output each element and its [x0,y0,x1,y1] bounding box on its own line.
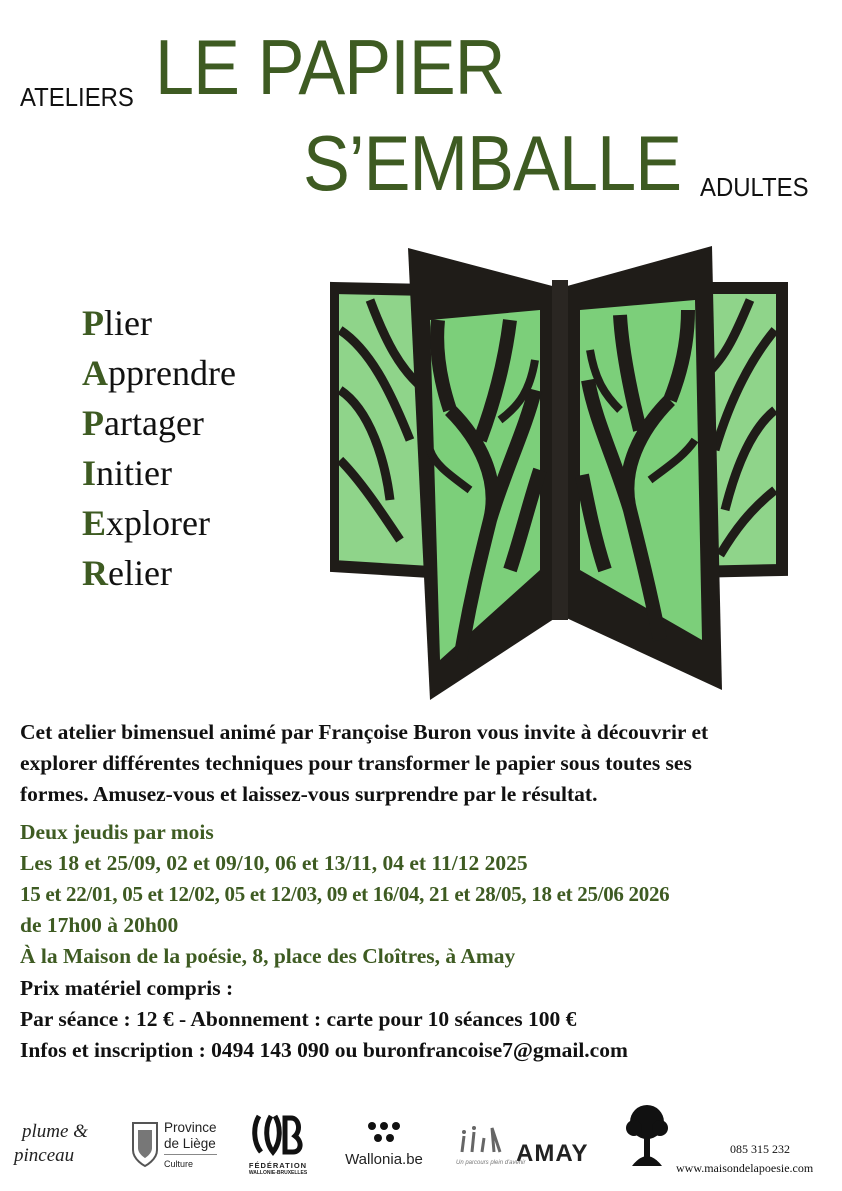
paper-lantern-photo [330,240,790,700]
amay-tagline: Un parcours plein d'avenir [456,1160,526,1166]
fwb-logo [246,1112,310,1176]
wallonia-dots-icon [364,1120,404,1146]
website-link[interactable]: www.maisondelapoesie.com [676,1161,814,1175]
plume-logo-line1: plume & [22,1121,88,1142]
schedule-dates-2025: Les 18 et 25/09, 02 et 09/10, 06 et 13/11, 04 et 11/12 2025 [20,851,528,875]
province-line2: de Liège [164,1136,216,1151]
description-line: explorer différentes techniques pour transformer le papier sous toutes ses [20,751,692,775]
acrostic-item: Apprendre [82,353,236,393]
schedule-hours: de 17h00 à 20h00 [20,913,179,937]
acrostic-item: Relier [82,553,172,593]
schedule-dates-2026: 15 et 22/01, 05 et 12/02, 05 et 12/03, 09 et 16/04, 21 et 28/05, 18 et 25/06 2026 [20,882,670,906]
province-crest-icon [130,1120,160,1168]
acrostic-item: Plier [82,303,152,343]
fwb-emblem-icon [251,1112,305,1156]
phone-number: 085 315 232 [730,1142,790,1156]
fwb-line2: WALLONIE-BRUXELLES [248,1170,308,1176]
plume-logo-line2: pinceau [14,1145,75,1166]
amay-logo [456,1122,589,1169]
description [20,717,708,810]
schedule-frequency: Deux jeudis par mois [20,820,214,844]
plume-pinceau-logo [14,1120,88,1168]
contact-info: Infos et inscription : 0494 143 090 ou buronfrancoise7@gmail.com [20,1038,628,1062]
ateliers-label: ATELIERS [20,82,134,112]
wallonia-text: Wallonia.be [345,1151,423,1168]
province-line3: Culture [164,1154,217,1172]
pricing-details: Par séance : 12 € - Abonnement : carte pour 10 séances 100 € [20,1007,577,1031]
acrostic-item: Initier [82,453,172,493]
amay-text: AMAY [516,1140,589,1167]
title-line-2: S’EMBALLE [303,119,682,207]
title-line-1: LE PAPIER [155,23,505,111]
province-line1: Province [164,1120,217,1135]
pricing [20,973,628,1066]
acrostic-list [82,298,236,598]
acrostic-item: Explorer [82,503,210,543]
fwb-line1: FÉDÉRATION [248,1161,308,1170]
pricing-heading: Prix matériel compris : [20,976,234,1000]
description-line: formes. Amusez-vous et laissez-vous surprendre par le résultat. [20,782,598,806]
acrostic-item: Partager [82,403,204,443]
description-line: Cet atelier bimensuel animé par Françoise Buron vous invite à découvrir et [20,720,709,744]
adultes-label: ADULTES [700,172,809,202]
maison-poesie-tree-icon [622,1104,672,1170]
wallonia-logo [336,1120,432,1168]
schedule-location: À la Maison de la poésie, 8, place des Cloîtres, à Amay [20,944,516,968]
schedule [20,817,669,972]
province-liege-logo [130,1120,217,1173]
